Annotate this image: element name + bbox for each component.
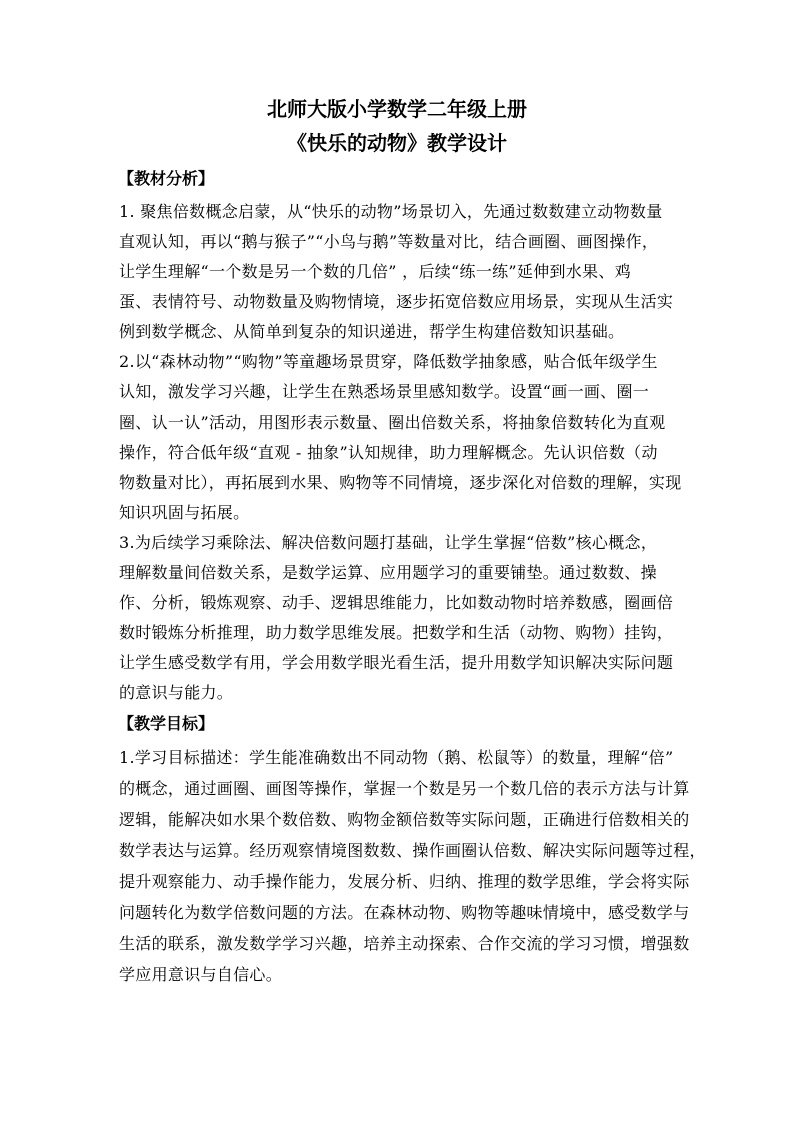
objectives-line: 逻辑，能解决如水果个数倍数、购物金额倍数等实际问题，正确进行倍数相关的: [119, 810, 690, 829]
analysis-line: 例到数学概念、从简单到复杂的知识递进，帮学生构建倍数知识基础。: [119, 322, 625, 341]
analysis-line: 操作，符合低年级“直观 - 抽象”认知规律，助力理解概念。先认识倍数（动: [119, 443, 658, 462]
objectives-line: 1.学习目标描述：学生能准确数出不同动物（鹅、松鼠等）的数量，理解“倍”: [119, 748, 674, 767]
analysis-line: 让学生理解“一个数是另一个数的几倍” ，后续“练一练”延伸到水果、鸡: [119, 262, 632, 281]
analysis-line: 理解数量间倍数关系，是数学运算、应用题学习的重要铺垫。通过数数、操: [119, 563, 657, 582]
analysis-line: 作、分析，锻炼观察、动手、逻辑思维能力，比如数动物时培养数感，圈画倍: [119, 593, 674, 612]
analysis-line: 认知，激发学习兴趣，让学生在熟悉场景里感知数学。设置“画一画、圈一: [119, 382, 650, 401]
objectives-line: 提升观察能力、动手操作能力，发展分析、归纳、推理的数学思维，学会将实际: [119, 872, 690, 891]
analysis-line: 让学生感受数学有用，学会用数学眼光看生活，提升用数学知识解决实际问题: [119, 653, 674, 672]
analysis-line: 的意识与能力。: [119, 683, 234, 702]
objectives-line: 学应用意识与自信心。: [119, 965, 283, 984]
analysis-line: 知识巩固与拓展。: [119, 503, 250, 522]
analysis-line: 物数量对比），再拓展到水果、购物等不同情境，逐步深化对倍数的理解，实现: [119, 473, 682, 492]
document-subtitle: 《快乐的动物》教学设计: [287, 131, 507, 155]
analysis-line: 蛋、表情符号、动物数量及购物情境，逐步拓宽倍数应用场景，实现从生活实: [119, 292, 674, 311]
analysis-line: 直观认知，再以“鹅与猴子”“小鸟与鹅”等数量对比，结合画圈、画图操作，: [119, 232, 659, 251]
analysis-line: 数时锻炼分析推理，助力数学思维发展。把数学和生活（动物、购物）挂钩，: [119, 623, 674, 642]
section-heading-objectives: 【教学目标】: [118, 714, 215, 733]
section-heading-analysis: 【教材分析】: [118, 169, 215, 188]
objectives-line: 数学表达与运算。经历观察情境图数数、操作画圈认倍数、解决实际问题等过程，: [119, 841, 706, 860]
objectives-line: 的概念，通过画圈、画图等操作，掌握一个数是另一个数几倍的表示方法与计算: [119, 779, 690, 798]
document-title: 北师大版小学数学二年级上册: [267, 97, 527, 121]
objectives-line: 生活的联系，激发数学学习兴趣，培养主动探索、合作交流的学习习惯，增强数: [119, 934, 690, 953]
analysis-line: 1. 聚焦倍数概念启蒙，从“快乐的动物”场景切入，先通过数数建立动物数量: [119, 202, 663, 221]
analysis-line: 3.为后续学习乘除法、解决倍数问题打基础，让学生掌握“倍数”核心概念，: [119, 533, 658, 552]
analysis-line: 2.以“森林动物”“购物”等童趣场景贯穿，降低数学抽象感，贴合低年级学生: [119, 352, 658, 371]
objectives-line: 问题转化为数学倍数问题的方法。在森林动物、购物等趣味情境中，感受数学与: [119, 903, 690, 922]
analysis-line: 圈、认一认”活动，用图形表示数量、圈出倍数关系，将抽象倍数转化为直观: [119, 413, 666, 432]
